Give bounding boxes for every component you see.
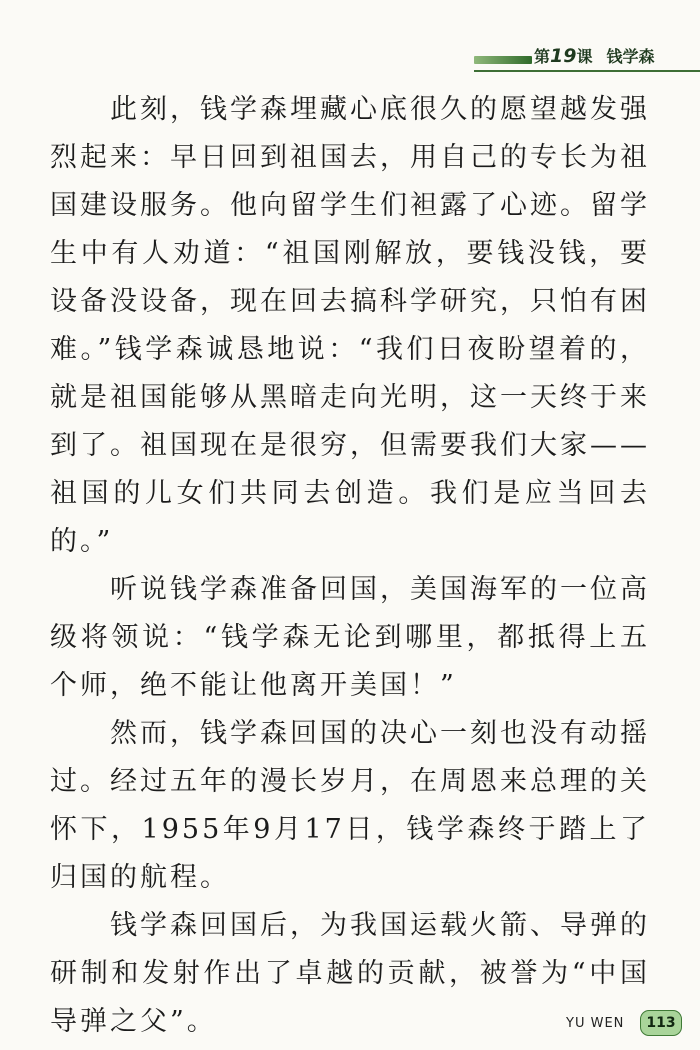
paragraph-1: 此刻，钱学森埋藏心底很久的愿望越发强烈起来：早日回到祖国去，用自己的专长为祖国建设服务。他向留学生们袒露了心迹。留学生中有人劝道：“祖国刚解放，要钱没钱，要设备没设备，现在回去搞科学研究，只怕有困难。”钱学森诚恳地说：“我们日夜盼望着的，就是祖国能够从黑暗走向光明，这一天终于来到了。祖国现在是很穷，但需要我们大家——祖国的儿女们共同去创造。我们是应当回去的。” bbox=[50, 94, 650, 557]
page-number-badge: 113 bbox=[640, 1010, 682, 1036]
header-accent-bar bbox=[474, 56, 532, 64]
header-rule bbox=[474, 70, 700, 72]
paragraph-4: 钱学森回国后，为我国运载火箭、导弹的研制和发射作出了卓越的贡献，被誉为“中国导弹之父”。 bbox=[50, 910, 650, 1037]
lesson-title: 钱学森 bbox=[606, 47, 655, 66]
lesson-heading bbox=[534, 44, 655, 70]
lesson-number: 19 bbox=[550, 45, 577, 67]
lesson-suffix: 课 bbox=[576, 47, 593, 66]
text-body bbox=[50, 86, 650, 1046]
paragraph-2: 听说钱学森准备回国，美国海军的一位高级将领说：“钱学森无论到哪里，都抵得上五个师，绝不能让他离开美国！” bbox=[50, 574, 650, 701]
paragraph-3: 然而，钱学森回国的决心一刻也没有动摇过。经过五年的漫长岁月，在周恩来总理的关怀下，1955年9月17日，钱学森终于踏上了归国的航程。 bbox=[50, 718, 650, 893]
lesson-header bbox=[474, 44, 700, 70]
footer-label: YU WEN bbox=[566, 1016, 625, 1031]
lesson-prefix: 第 bbox=[534, 47, 551, 66]
